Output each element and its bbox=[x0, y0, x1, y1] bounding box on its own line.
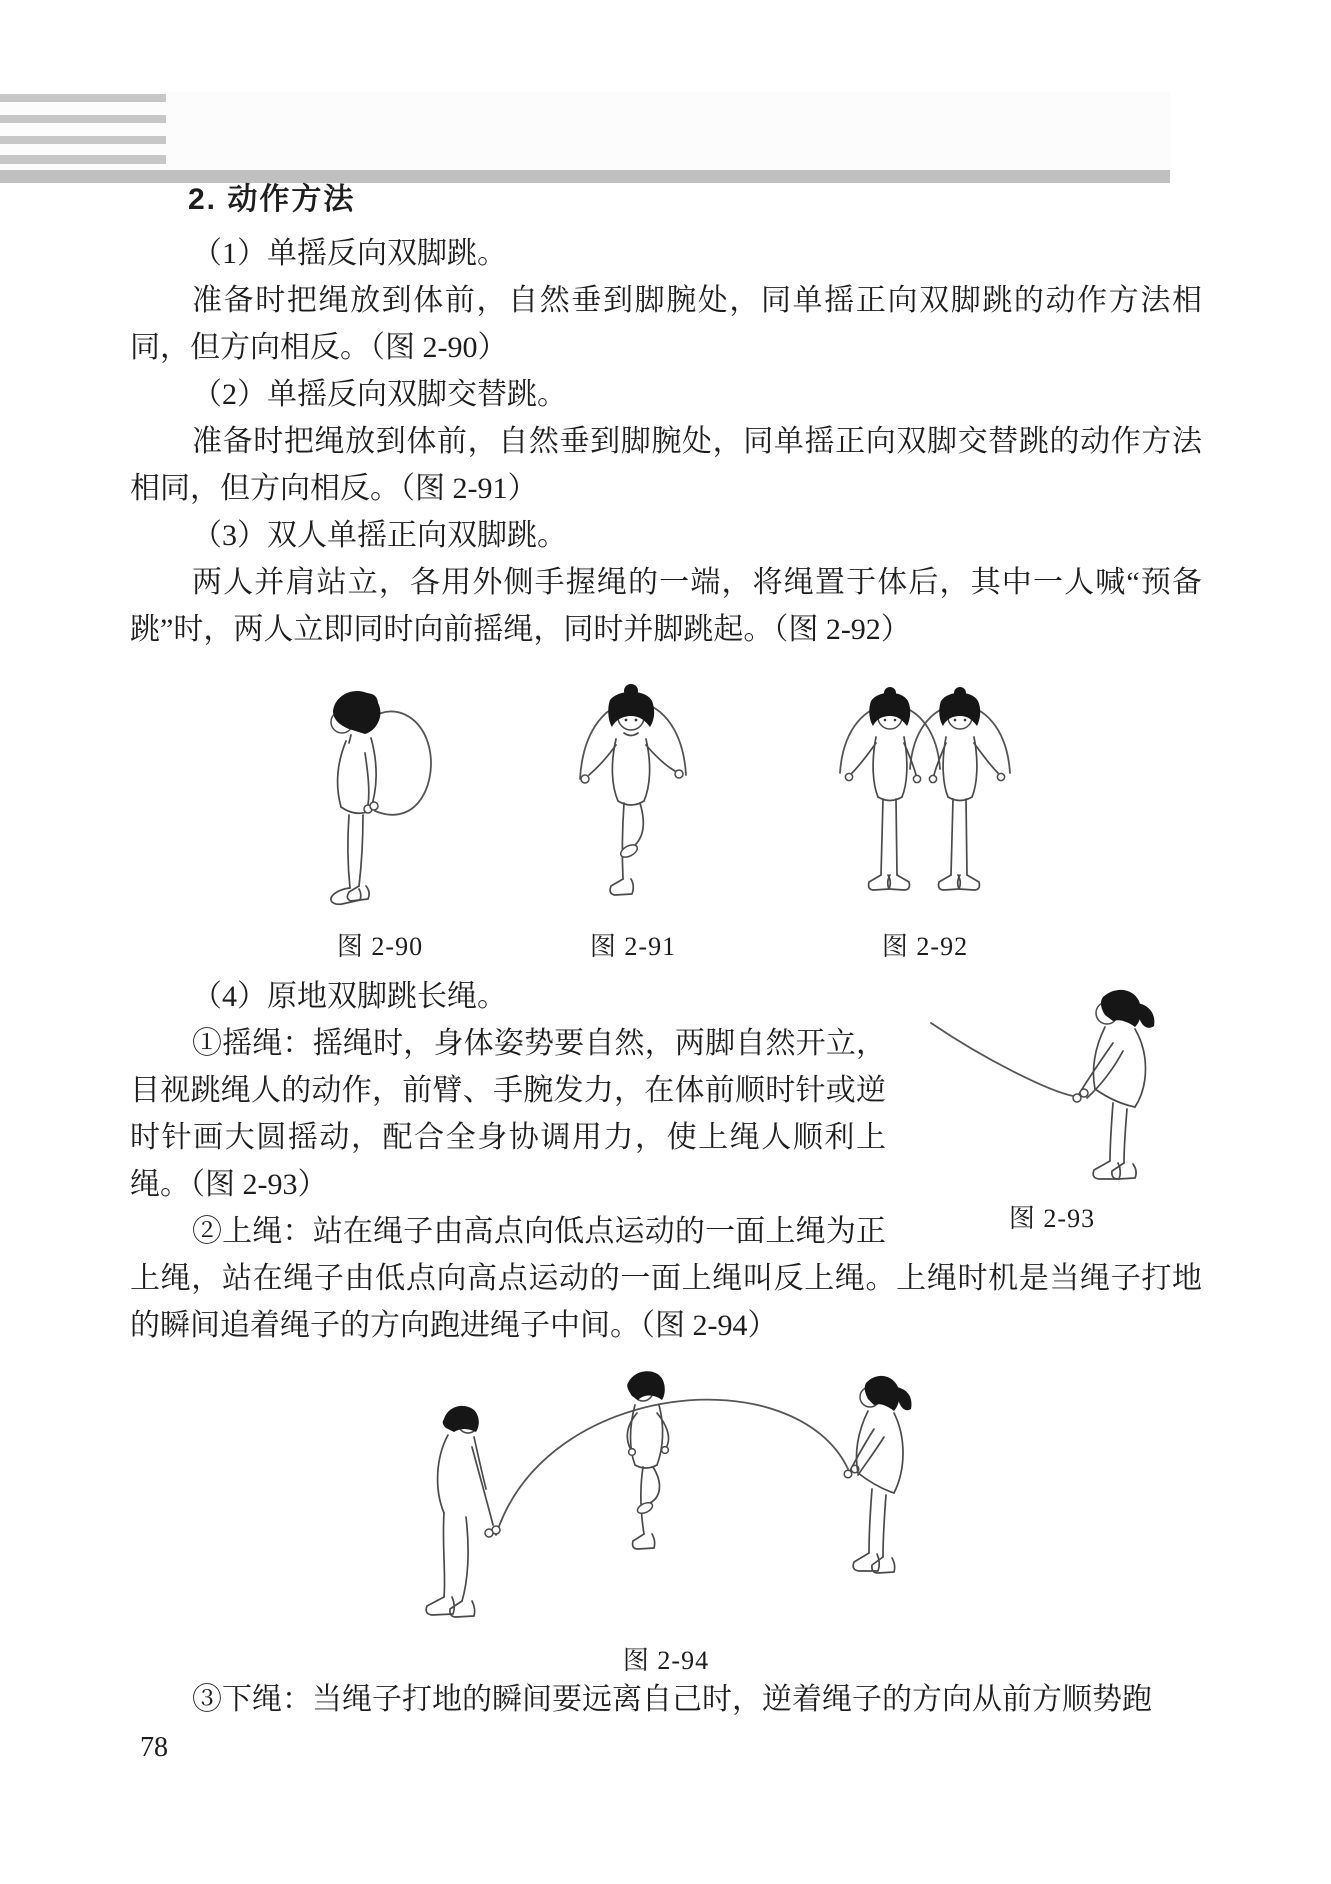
header-band bbox=[0, 92, 1170, 170]
paragraph-item2-desc: 准备时把绳放到体前，自然垂到脚腕处，同单摇正向双脚交替跳的动作方法相同，但方向相反。（图 2-91） bbox=[130, 425, 1202, 505]
figure-2-91-caption: 图 2-91 bbox=[589, 932, 677, 961]
decorative-bar bbox=[0, 155, 166, 164]
section-long-rope bbox=[130, 973, 1202, 1349]
figure-2-92-illustration bbox=[830, 683, 1020, 918]
decorative-bar bbox=[0, 136, 166, 144]
section-heading: 2. 动作方法 bbox=[188, 183, 356, 216]
paragraph-item1-desc: 准备时把绳放到体前，自然垂到脚腕处，同单摇正向双脚跳的动作方法相同，但方向相反。（图 2-90） bbox=[130, 284, 1202, 364]
figure-2-91-illustration bbox=[568, 683, 698, 918]
figure-row bbox=[130, 683, 1202, 973]
decorative-bar bbox=[0, 115, 166, 123]
figure-2-92-caption: 图 2-92 bbox=[881, 932, 969, 961]
paragraph-item3: （3）双人单摇正向双脚跳。 bbox=[192, 519, 567, 552]
paragraph-item3-desc: 两人并肩站立，各用外侧手握绳的一端，将绳置于体后，其中一人喊“预备跳”时，两人立即同时向前摇绳，同时并脚跳起。（图 2-92） bbox=[130, 566, 1202, 646]
figure-2-93-illustration bbox=[927, 981, 1177, 1186]
figure-2-94 bbox=[130, 1357, 1202, 1676]
page-content bbox=[130, 180, 1202, 1723]
figure-2-90-caption: 图 2-90 bbox=[336, 932, 424, 961]
figure-2-94-illustration bbox=[396, 1357, 936, 1642]
paragraph-item2: （2）单摇反向双脚交替跳。 bbox=[192, 378, 567, 411]
page-number: 78 bbox=[140, 1732, 168, 1763]
paragraph-step2-enter: ②上绳：站在绳子由高点向低点运动的一面上绳为正上绳，站在绳子由低点向高点运动的一面上绳叫反上绳。上绳时机是当绳子打地的瞬间追着绳子的方向跑进绳子中间。（图 2-94） bbox=[130, 1215, 1202, 1342]
figure-2-92 bbox=[830, 683, 1020, 962]
figure-2-93-caption: 图 2-93 bbox=[1008, 1204, 1096, 1233]
figure-2-90 bbox=[315, 683, 445, 962]
decorative-bar bbox=[0, 94, 166, 102]
paragraph-step1-swing: ①摇绳：摇绳时，身体姿势要自然，两脚自然开立，目视跳绳人的动作，前臂、手腕发力，在体前顺时针或逆时针画大圆摇动，配合全身协调用力，使上绳人顺利上绳。（图 2-93） bbox=[130, 1027, 886, 1201]
paragraph-step3-exit: ③下绳：当绳子打地的瞬间要远离自己时，逆着绳子的方向从前方顺势跑 bbox=[192, 1683, 1152, 1716]
paragraph-item1: （1）单摇反向双脚跳。 bbox=[192, 237, 507, 270]
paragraph-item4: （4）原地双脚跳长绳。 bbox=[192, 980, 507, 1013]
figure-2-91 bbox=[568, 683, 698, 962]
figure-2-94-caption: 图 2-94 bbox=[622, 1646, 710, 1675]
figure-2-90-illustration bbox=[315, 683, 445, 918]
figure-2-93 bbox=[902, 981, 1202, 1234]
